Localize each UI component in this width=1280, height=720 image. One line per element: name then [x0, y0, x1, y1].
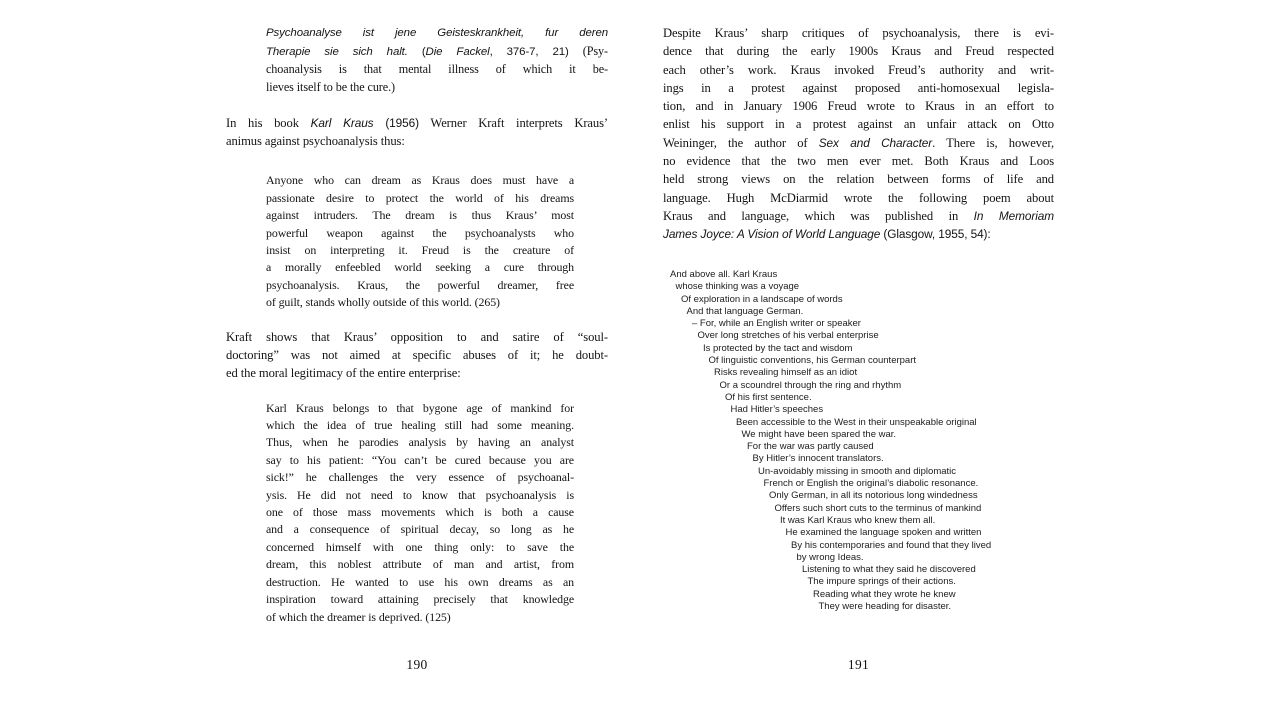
text-line: of guilt, stands wholly outside of this world. (265): [266, 295, 500, 310]
poem-line: Listening to what they said he discovered: [802, 564, 976, 576]
poem-line: by wrong Ideas.: [796, 551, 864, 563]
poem-line: It was Karl Kraus who knew them all.: [780, 514, 936, 526]
poem-line: Reading what they wrote he knew: [813, 588, 956, 600]
text-line: ings in a protest against proposed anti-homosexual legisla-: [663, 80, 1054, 95]
poem-line: Over long stretches of his verbal enterprise: [697, 330, 879, 342]
kraft-commentary-paragraph: [226, 328, 608, 382]
text-line: Psychoanalyse ist jene Geisteskrankheit, fur deren: [266, 27, 608, 39]
poem-line: Is protected by the tact and wisdom: [703, 342, 853, 354]
text-line: Anyone who can dream as Kraus does must have a: [266, 173, 574, 188]
poem-line: whose thinking was a voyage: [675, 281, 800, 293]
text-line: of which the dreamer is deprived. (125): [266, 609, 451, 624]
text-line: destruction. He wanted to use his own dreams as an: [266, 574, 574, 589]
poem-line: By Hitler’s innocent translators.: [752, 453, 884, 465]
page-number-right: 191: [847, 657, 870, 672]
poem-line: Offers such short cuts to the terminus of mankind: [774, 502, 982, 514]
poem-line: Or a scoundrel through the ring and rhythm: [719, 379, 902, 391]
kraft-quote-block-1: [266, 172, 574, 311]
poem-line: Been accessible to the West in their unspeakable original: [736, 416, 977, 428]
text-line: tion, and in January 1906 Freud wrote to Kraus in an effort to: [663, 99, 1054, 114]
mcdiarmid-poem-block: [670, 269, 1070, 613]
text-line: James Joyce: A Vision of World Language (Glasgow, 1955, 54):: [663, 227, 991, 242]
text-line: psychoanalysis. Kraus, the powerful dreamer, free: [266, 277, 574, 292]
text-line: choanalysis is that mental illness of which it be-: [266, 62, 608, 77]
text-line: Therapie sie sich halt. (Die Fackel, 376-7, 21) (Psy-: [266, 43, 608, 58]
page-left-text-column: [226, 24, 608, 626]
poem-line: French or English the original’s diabolic resonance.: [763, 478, 979, 490]
text-line: passionate desire to protect the world of his dreams: [266, 190, 574, 205]
text-line: which the idea of true healing still had some meaning.: [266, 418, 574, 433]
poem-line: Of exploration in a landscape of words: [681, 293, 843, 305]
text-line: doctoring” was not aimed at specific abuses of it; he doubt-: [226, 347, 608, 362]
text-line: say to his patient: “You can’t be cured because you are: [266, 452, 574, 467]
poem-line: He examined the language spoken and written: [785, 527, 982, 539]
text-line: each other’s work. Kraus invoked Freud’s authority and writ-: [663, 62, 1054, 77]
page-number-left: 190: [406, 657, 428, 672]
kraft-intro-paragraph: [226, 114, 608, 150]
text-line: ed the moral legitimacy of the entire enterprise:: [226, 365, 461, 380]
text-line: against intruders. The dream is thus Kraus’ most: [266, 208, 574, 223]
text-line: In his book Karl Kraus (1956) Werner Kraft interprets Kraus’: [226, 116, 608, 131]
text-line: ysis. He did not need to know that psychoanalysis is: [266, 487, 574, 502]
kraft-quote-block-2: [266, 400, 574, 626]
page-right-text-column: [663, 24, 1054, 244]
poem-line: Only German, in all its notorious long windedness: [769, 490, 978, 502]
poem-line: – For, while an English writer or speaker: [692, 318, 861, 330]
text-line: language. Hugh McDiarmid wrote the following poem about: [663, 190, 1054, 205]
text-line: Kraft shows that Kraus’ opposition to and satire of “soul-: [226, 329, 608, 344]
poem-line: They were heading for disaster.: [818, 601, 952, 613]
kraus-freud-paragraph: [663, 24, 1054, 244]
text-line: insist on interpreting it. Freud is the creature of: [266, 243, 574, 257]
text-line: held strong views on the relation between forms of life and: [663, 172, 1054, 187]
poem-line: The impure springs of their actions.: [807, 576, 956, 588]
text-line: enlist his support in a protest against an unfair attack on Otto: [663, 117, 1054, 132]
epigraph-quote-block: [266, 24, 608, 96]
poem-line: Of linguistic conventions, his German counterpart: [708, 355, 917, 367]
poem-line: And above all. Karl Kraus: [670, 269, 778, 280]
text-line: Weininger, the author of Sex and Character. There is, however,: [663, 135, 1055, 150]
text-line: Despite Kraus’ sharp critiques of psychoanalysis, there is evi-: [663, 26, 1054, 40]
text-line: powerful weapon against the psychoanalysts who: [266, 225, 574, 240]
text-line: animus against psychoanalysis thus:: [226, 134, 405, 149]
poem-line: Un-avoidably missing in smooth and diplomatic: [758, 465, 957, 477]
text-line: inspiration toward attaining precisely that knowledge: [266, 592, 574, 607]
poem-line: By his contemporaries and found that they lived: [791, 539, 992, 551]
text-line: Kraus and language, which was published in In Memoriam: [663, 208, 1054, 223]
text-line: Thus, when he parodies analysis by having an analyst: [266, 435, 574, 450]
text-line: a morally enfeebled world seeking a cure through: [266, 260, 574, 275]
poem-line: We might have been spared the war.: [741, 428, 897, 440]
text-line: lieves itself to be the cure.): [266, 79, 395, 94]
poem-line: Risks revealing himself as an idiot: [714, 367, 858, 379]
poem-line: Of his first sentence.: [725, 391, 812, 403]
text-line: Karl Kraus belongs to that bygone age of mankind for: [266, 400, 574, 415]
text-line: dream, this noblest attribute of man and artist, from: [266, 557, 574, 572]
text-line: concerned himself with one thing only: to save the: [266, 539, 574, 554]
poem-line: And that language German.: [686, 305, 804, 317]
text-line: dence that during the early 1900s Kraus and Freud respected: [663, 44, 1054, 59]
text-line: sick!” he challenges the very essence of psychoanal-: [266, 470, 574, 485]
text-line: no evidence that the two men ever met. Both Kraus and Loos: [663, 154, 1054, 169]
text-line: one of those mass movements which is both a cause: [266, 505, 574, 520]
poem-line: For the war was partly caused: [747, 441, 874, 453]
text-line: and a consequence of spiritual decay, so long as he: [266, 522, 574, 537]
poem-line: Had Hitler’s speeches: [730, 404, 824, 416]
